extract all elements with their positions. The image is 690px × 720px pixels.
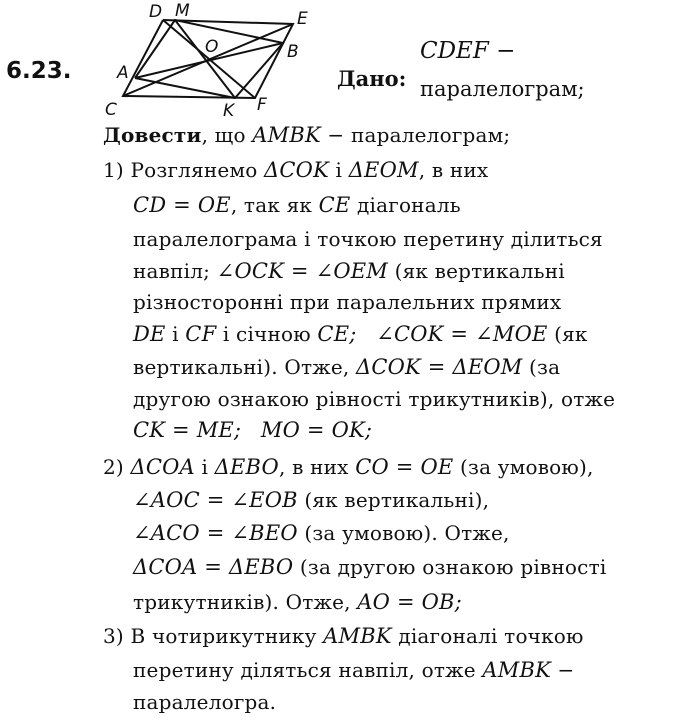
text-run — [241, 418, 261, 442]
point-label-c: C — [105, 100, 117, 120]
geometry-figure — [95, 0, 325, 125]
step-line — [133, 322, 588, 346]
step-line — [133, 690, 276, 714]
text-run: перетину діляться навпіл, отже — [133, 658, 483, 682]
math-run: CE; — [317, 322, 357, 346]
text-run: і — [328, 158, 349, 182]
text-run: , так як — [230, 193, 319, 217]
step-line — [133, 590, 462, 614]
step-line — [133, 418, 372, 442]
step-line — [133, 658, 574, 682]
step-line — [133, 290, 561, 314]
math-run: ΔCOA = ΔEBO — [133, 555, 294, 579]
text-run: (за другою ознакою рівності — [293, 555, 607, 579]
text-run: (як вертикальні), — [297, 488, 490, 512]
step-line — [133, 521, 510, 545]
text-run: другою ознакою рівності трикутників), отже — [133, 387, 616, 411]
text-run: (за умовою). Отже, — [297, 521, 510, 545]
prove-line — [103, 123, 510, 147]
step-line — [133, 488, 489, 512]
step-line — [133, 355, 560, 379]
step-line — [133, 227, 603, 251]
math-run: ∠ACO = ∠BEO — [133, 521, 298, 545]
math-run: CF — [185, 322, 217, 346]
step-line — [133, 193, 461, 217]
math-run: ΔCOA — [130, 455, 195, 479]
math-run: ΔCOK — [264, 158, 329, 182]
step-line — [103, 455, 594, 479]
text-run: (за — [522, 355, 561, 379]
text-run: трикутників). Отже, — [133, 590, 358, 614]
text-run: 1) Розглянемо — [103, 158, 265, 182]
math-run: AO = OB; — [357, 590, 462, 614]
text-run: (як вертикальні — [388, 259, 565, 283]
math-run: ∠AOC = ∠EOB — [133, 488, 298, 512]
math-run: ΔEOM — [348, 158, 419, 182]
text-run: (за умовою), — [453, 455, 594, 479]
problem-number: 6.23. — [6, 58, 72, 84]
point-label-b: B — [287, 42, 299, 62]
math-run: ∠OCK = ∠OEM — [216, 259, 389, 283]
point-label-d: D — [149, 2, 163, 22]
step-line — [103, 158, 488, 182]
step-line — [103, 624, 584, 648]
math-run: ΔEBO — [214, 455, 279, 479]
prove-math: AMBK — [252, 123, 321, 147]
text-run: і — [165, 322, 186, 346]
point-label-o: O — [205, 37, 219, 57]
text-run: паралелогра. — [133, 690, 277, 714]
text-run: різносторонні при паралельних прямих — [133, 290, 562, 314]
given-line-1: CDEF − — [420, 38, 516, 64]
point-label-m: M — [175, 1, 190, 21]
math-run: DE — [133, 322, 166, 346]
step-line — [133, 259, 565, 283]
math-run: ∠COK = ∠MOE — [376, 322, 548, 346]
given-line-2: паралелограм; — [420, 77, 585, 101]
prove-label: Довести — [103, 123, 202, 147]
prove-text: , що — [201, 123, 246, 147]
math-run: CK = ME; — [133, 418, 242, 442]
math-run: MO = OK; — [260, 418, 373, 442]
text-run: , в них — [418, 158, 489, 182]
text-run: 2) — [103, 455, 131, 479]
math-run: AMBK — [482, 658, 551, 682]
given-label: Дано: — [337, 66, 407, 91]
point-label-e: E — [297, 9, 308, 29]
math-run: ΔCOK = ΔEOM — [355, 355, 523, 379]
text-run: діагональ — [350, 193, 461, 217]
step-line — [133, 555, 606, 579]
step-line — [133, 387, 615, 411]
text-run: і січною — [216, 322, 318, 346]
text-run: паралелограма і точкою перетину ділиться — [133, 227, 603, 251]
text-run: 3) В чотирикутнику — [103, 624, 324, 648]
point-label-f: F — [257, 95, 267, 115]
text-run: діагоналі точкою — [391, 624, 584, 648]
point-label-k: K — [223, 101, 235, 121]
text-run: , в них — [278, 455, 356, 479]
point-label-a: A — [117, 63, 129, 83]
text-run — [357, 322, 377, 346]
prove-rest: − паралелограм; — [320, 123, 511, 147]
math-run: CE — [318, 193, 351, 217]
text-run: і — [194, 455, 215, 479]
text-run: навпіл; — [133, 259, 217, 283]
text-run: (як — [547, 322, 588, 346]
text-run: − — [550, 658, 575, 682]
math-run: CO = OE — [355, 455, 454, 479]
math-run: AMBK — [323, 624, 392, 648]
math-run: CD = OE — [133, 193, 231, 217]
text-run: вертикальні). Отже, — [133, 355, 356, 379]
